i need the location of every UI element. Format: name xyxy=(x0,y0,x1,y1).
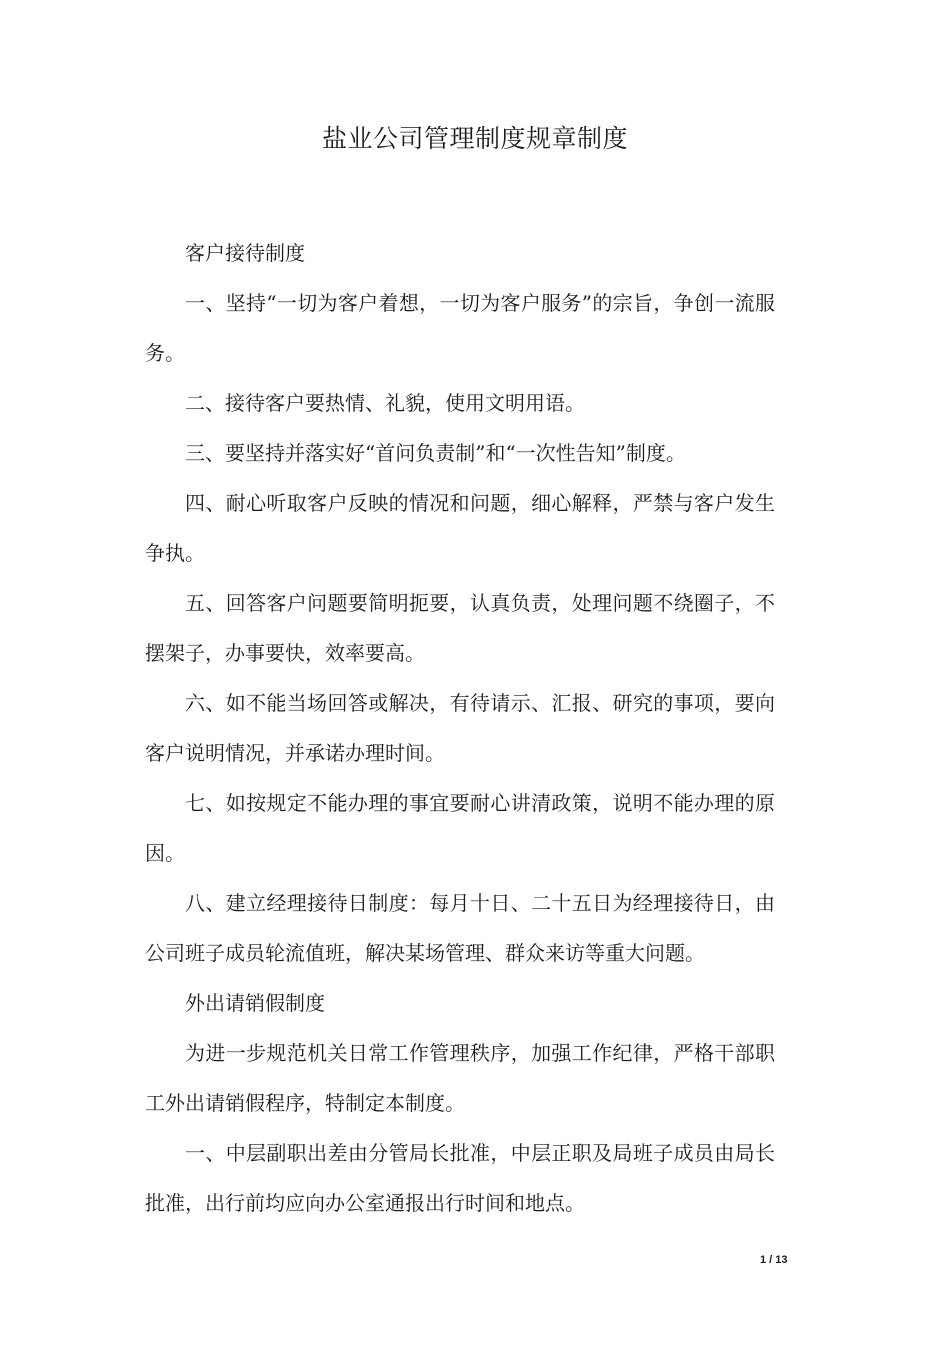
paragraph: 五、回答客户问题要简明扼要，认真负责，处理问题不绕圈子，不摆架子，办事要快，效率要高。 xyxy=(145,591,775,665)
paragraph: 一、坚持“一切为客户着想，一切为客户服务”的宗旨，争创一流服务。 xyxy=(145,291,775,365)
paragraph: 二、接待客户要热情、礼貌，使用文明用语。 xyxy=(185,391,585,415)
section-heading-leave: 外出请销假制度 xyxy=(185,991,325,1015)
paragraph: 六、如不能当场回答或解决，有待请示、汇报、研究的事项，要向客户说明情况，并承诺办理时间。 xyxy=(145,691,775,765)
section-heading-reception: 客户接待制度 xyxy=(185,241,305,265)
paragraph: 三、要坚持并落实好“首问负责制”和“一次性告知”制度。 xyxy=(185,441,686,465)
page-number: 1 / 13 xyxy=(760,1254,788,1266)
paragraph: 一、中层副职出差由分管局长批准，中层正职及局班子成员由局长批准，出行前均应向办公室通报出行时间和地点。 xyxy=(145,1141,775,1215)
paragraph: 四、耐心听取客户反映的情况和问题，细心解释，严禁与客户发生争执。 xyxy=(145,491,775,565)
paragraph: 为进一步规范机关日常工作管理秩序，加强工作纪律，严格干部职工外出请销假程序，特制定本制度。 xyxy=(145,1041,775,1115)
document-title: 盐业公司管理制度规章制度 xyxy=(321,124,628,153)
paragraph: 七、如按规定不能办理的事宜要耐心讲清政策，说明不能办理的原因。 xyxy=(145,791,775,865)
paragraph: 八、建立经理接待日制度：每月十日、二十五日为经理接待日，由公司班子成员轮流值班，解决某场管理、群众来访等重大问题。 xyxy=(145,891,775,965)
document-body xyxy=(145,228,775,1228)
